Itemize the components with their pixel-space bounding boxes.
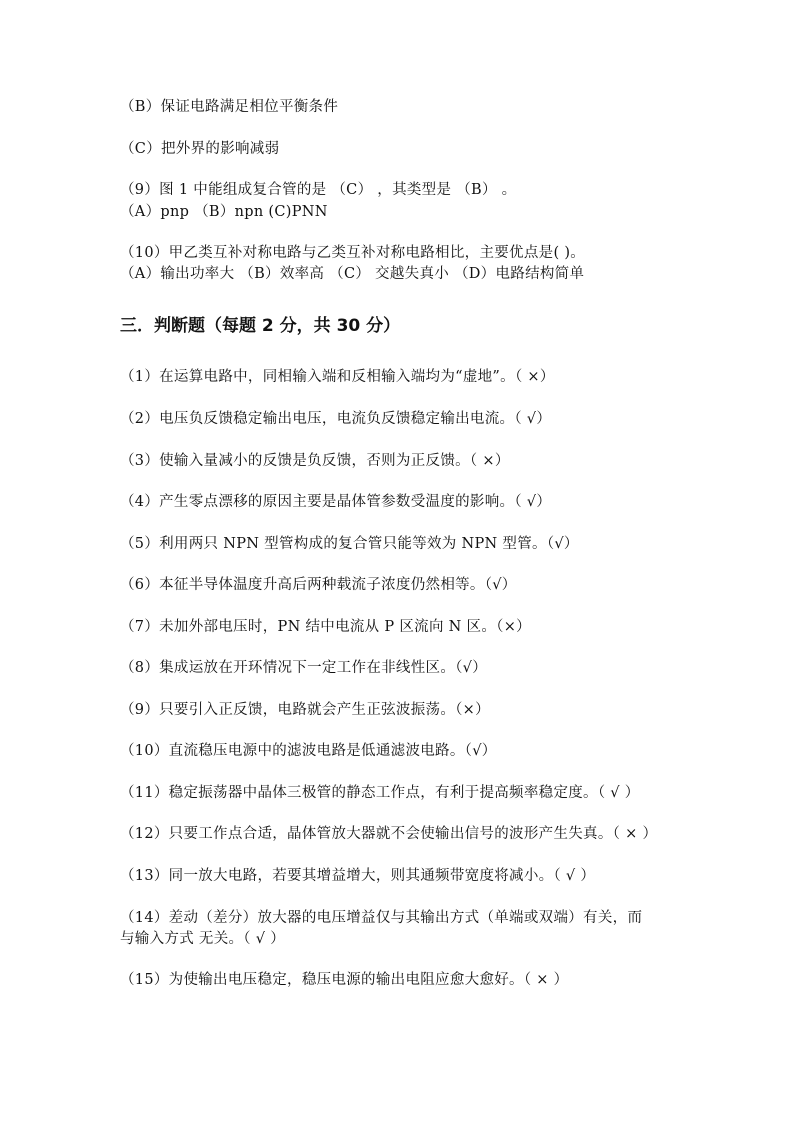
section-heading: 三．判断题（每题 2 分，共 30 分） (120, 316, 401, 336)
judgment-item: （10）直流稳压电源中的滤波电路是低通滤波电路。（√） (120, 743, 497, 759)
q9-options: （A）pnp （B）npn (C)PNN (120, 204, 328, 220)
judgment-item: （6）本征半导体温度升高后两种载流子浓度仍然相等。（√） (120, 577, 517, 593)
judgment-item: （4）产生零点漂移的原因主要是晶体管参数受温度的影响。（ √） (120, 494, 552, 510)
judgment-item: （11）稳定振荡器中晶体三极管的静态工作点，有利于提高频率稳定度。（ √ ） (120, 785, 640, 801)
q10-question: （10）甲乙类互补对称电路与乙类互补对称电路相比，主要优点是( )。 (120, 245, 586, 261)
q10-options: （A）输出功率大 （B）效率高 （C） 交越失真小 （D）电路结构简单 (120, 266, 585, 282)
judgment-item: （12）只要工作点合适，晶体管放大器就不会使输出信号的波形产生失真。（ × ） (120, 826, 658, 842)
judgment-item: （15）为使输出电压稳定，稳压电源的输出电阻应愈大愈好。（ × ） (120, 972, 569, 988)
judgment-item-continuation: 与输入方式 无关。（ √ ） (120, 931, 286, 947)
judgment-item: （13）同一放大电路，若要其增益增大，则其通频带宽度将减小。（ √ ） (120, 868, 596, 884)
q9-question: （9）图 1 中能组成复合管的是 （C） ，其类型是 （B） 。 (120, 182, 517, 198)
judgment-item: （14）差动（差分）放大器的电压增益仅与其输出方式（单端或双端）有关，而 (120, 910, 643, 926)
judgment-item: （7）未加外部电压时，PN 结中电流从 P 区流向 N 区。（×） (120, 619, 531, 635)
judgment-item: （5）利用两只 NPN 型管构成的复合管只能等效为 NPN 型管。（√） (120, 536, 579, 552)
q8-option-c: （C）把外界的影响减弱 (120, 141, 280, 157)
judgment-item: （2）电压负反馈稳定输出电压，电流负反馈稳定输出电流。（ √） (120, 411, 552, 427)
judgment-item: （8）集成运放在开环情况下一定工作在非线性区。（√） (120, 660, 488, 676)
q8-option-b: （B）保证电路满足相位平衡条件 (120, 99, 339, 115)
judgment-item: （3）使输入量减小的反馈是负反馈，否则为正反馈。（ ×） (120, 453, 510, 469)
judgment-item: （1）在运算电路中，同相输入端和反相输入端均为“虚地”。（ ×） (120, 369, 555, 385)
judgment-item: （9）只要引入正反馈，电路就会产生正弦波振荡。（×） (120, 702, 490, 718)
